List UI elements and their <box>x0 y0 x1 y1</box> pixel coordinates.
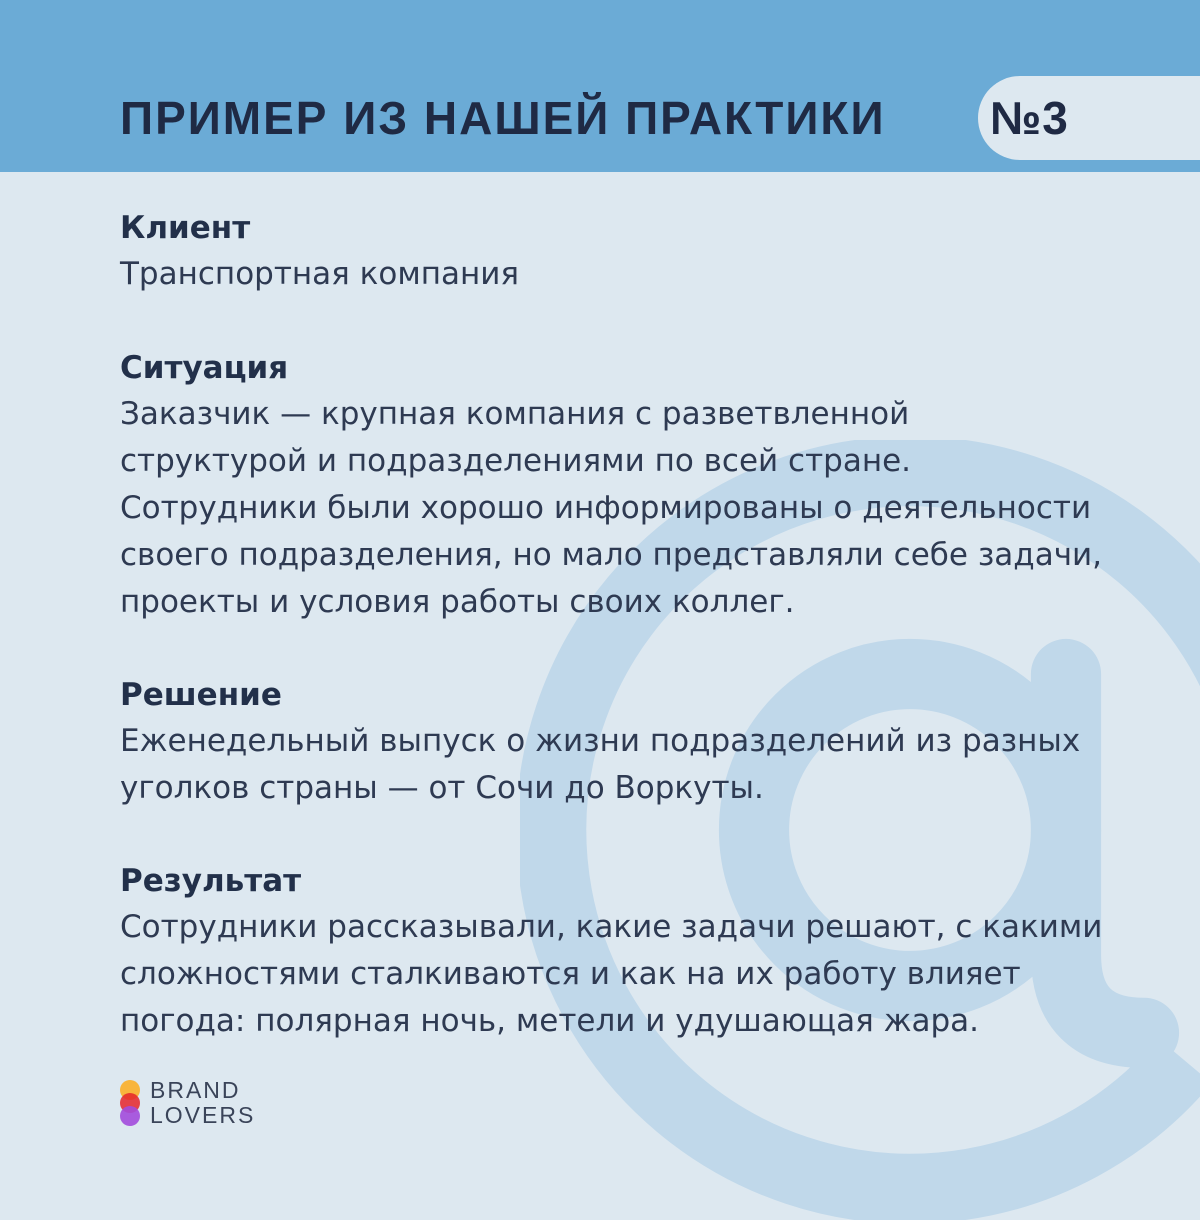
section-solution <box>120 672 1140 812</box>
section-heading: Ситуация <box>120 350 289 386</box>
section-text: Сотрудники рассказывали, какие задачи решают, с какими сложностями сталкиваются и как на их работу влияет погода: полярная ночь, метели и удушающая жара. <box>120 909 1103 1039</box>
section-heading: Результат <box>120 863 302 899</box>
section-result <box>120 858 1140 1045</box>
logo-text <box>150 1078 255 1128</box>
example-number: №3 <box>990 92 1069 144</box>
section-client <box>120 205 1140 298</box>
section-situation <box>120 345 1140 626</box>
section-text: Транспортная компания <box>120 256 520 292</box>
brand-logo <box>118 1078 318 1128</box>
section-text: Еженедельный выпуск о жизни подразделений из разных уголков страны — от Сочи до Воркуты. <box>120 723 1081 806</box>
section-text: Заказчик — крупная компания с разветвленной структурой и подразделениями по всей стране. Сотрудники были хорошо информированы о деятельности своего подразделения, но мало представляли себе задачи, проекты и условия работы своих коллег. <box>120 396 1103 620</box>
section-heading: Клиент <box>120 210 251 246</box>
page-title: ПРИМЕР ИЗ НАШЕЙ ПРАКТИКИ <box>120 92 886 144</box>
logo-line-2: LOVERS <box>150 1102 256 1128</box>
logo-dots-icon <box>118 1078 144 1128</box>
section-heading: Решение <box>120 677 282 713</box>
logo-line-1: BRAND <box>150 1077 241 1103</box>
